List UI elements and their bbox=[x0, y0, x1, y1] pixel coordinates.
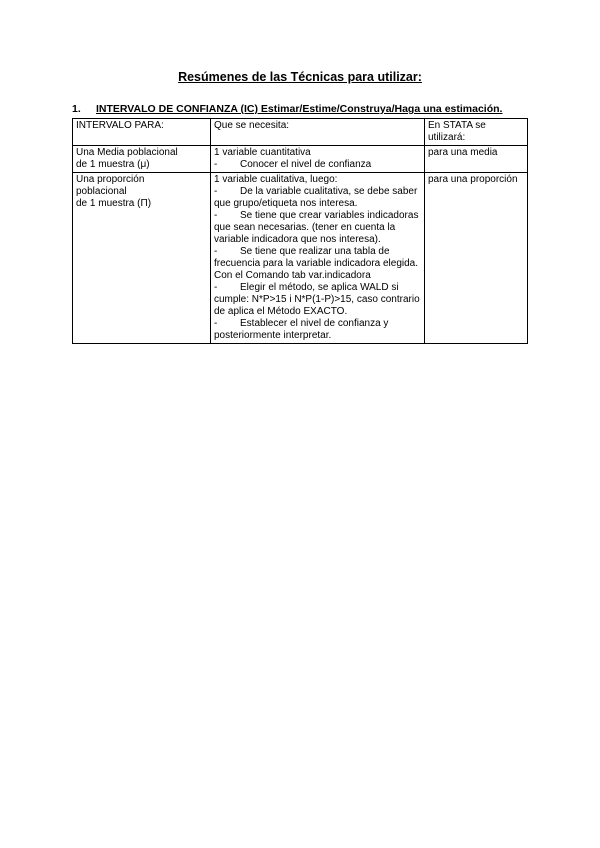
row-interval-line: de 1 muestra (μ) bbox=[76, 159, 150, 170]
requirement-item: - Establecer el nivel de confianza y posteriormente interpretar. bbox=[214, 318, 389, 341]
row-requirements-cell bbox=[211, 173, 425, 344]
requirement-item: - Conocer el nivel de confianza bbox=[214, 159, 372, 170]
table-row bbox=[73, 146, 528, 173]
row-interval-line: Una Media poblacional bbox=[76, 147, 178, 158]
requirement-item: - De la variable cualitativa, se debe saber que grupo/etiqueta nos interesa. bbox=[214, 186, 418, 209]
requirements-intro: 1 variable cualitativa, luego: bbox=[214, 174, 338, 185]
section-number: 1. bbox=[72, 103, 81, 115]
section-heading-text: INTERVALO DE CONFIANZA (IC) Estimar/Estime/Construya/Haga una estimación. bbox=[96, 103, 503, 115]
row-interval-cell bbox=[73, 146, 211, 173]
row-requirements-cell bbox=[211, 146, 425, 173]
row-stata-cell: para una media bbox=[425, 146, 528, 173]
summary-table bbox=[72, 118, 528, 344]
section-heading bbox=[72, 103, 532, 115]
row-interval-line: de 1 muestra (Π) bbox=[76, 198, 152, 209]
row-interval-line: Una proporción bbox=[76, 174, 145, 185]
requirement-item: - Se tiene que realizar una tabla de frecuencia para la variable indicadora elegida. Con el Comando tab var.indicadora bbox=[214, 246, 419, 281]
table-row bbox=[73, 173, 528, 344]
requirement-item: - Elegir el método, se aplica WALD si cumple: N*P>15 i N*P(1-P)>15, caso contrario de aplica el Método EXACTO. bbox=[214, 282, 420, 317]
page-title: Resúmenes de las Técnicas para utilizar: bbox=[178, 70, 422, 84]
row-interval-cell bbox=[73, 173, 211, 344]
table-header-row bbox=[73, 119, 528, 146]
row-interval-line: poblacional bbox=[76, 186, 127, 197]
requirements-intro: 1 variable cuantitativa bbox=[214, 147, 311, 158]
header-cell-necesita: Que se necesita: bbox=[211, 119, 425, 146]
header-cell-stata: En STATA se utilizará: bbox=[425, 119, 528, 146]
row-stata-cell: para una proporción bbox=[425, 173, 528, 344]
requirement-item: - Se tiene que crear variables indicadoras que sean necesarias. (tener en cuenta la variable indicadora que nos interesa). bbox=[214, 210, 419, 245]
header-cell-intervalo: INTERVALO PARA: bbox=[73, 119, 211, 146]
